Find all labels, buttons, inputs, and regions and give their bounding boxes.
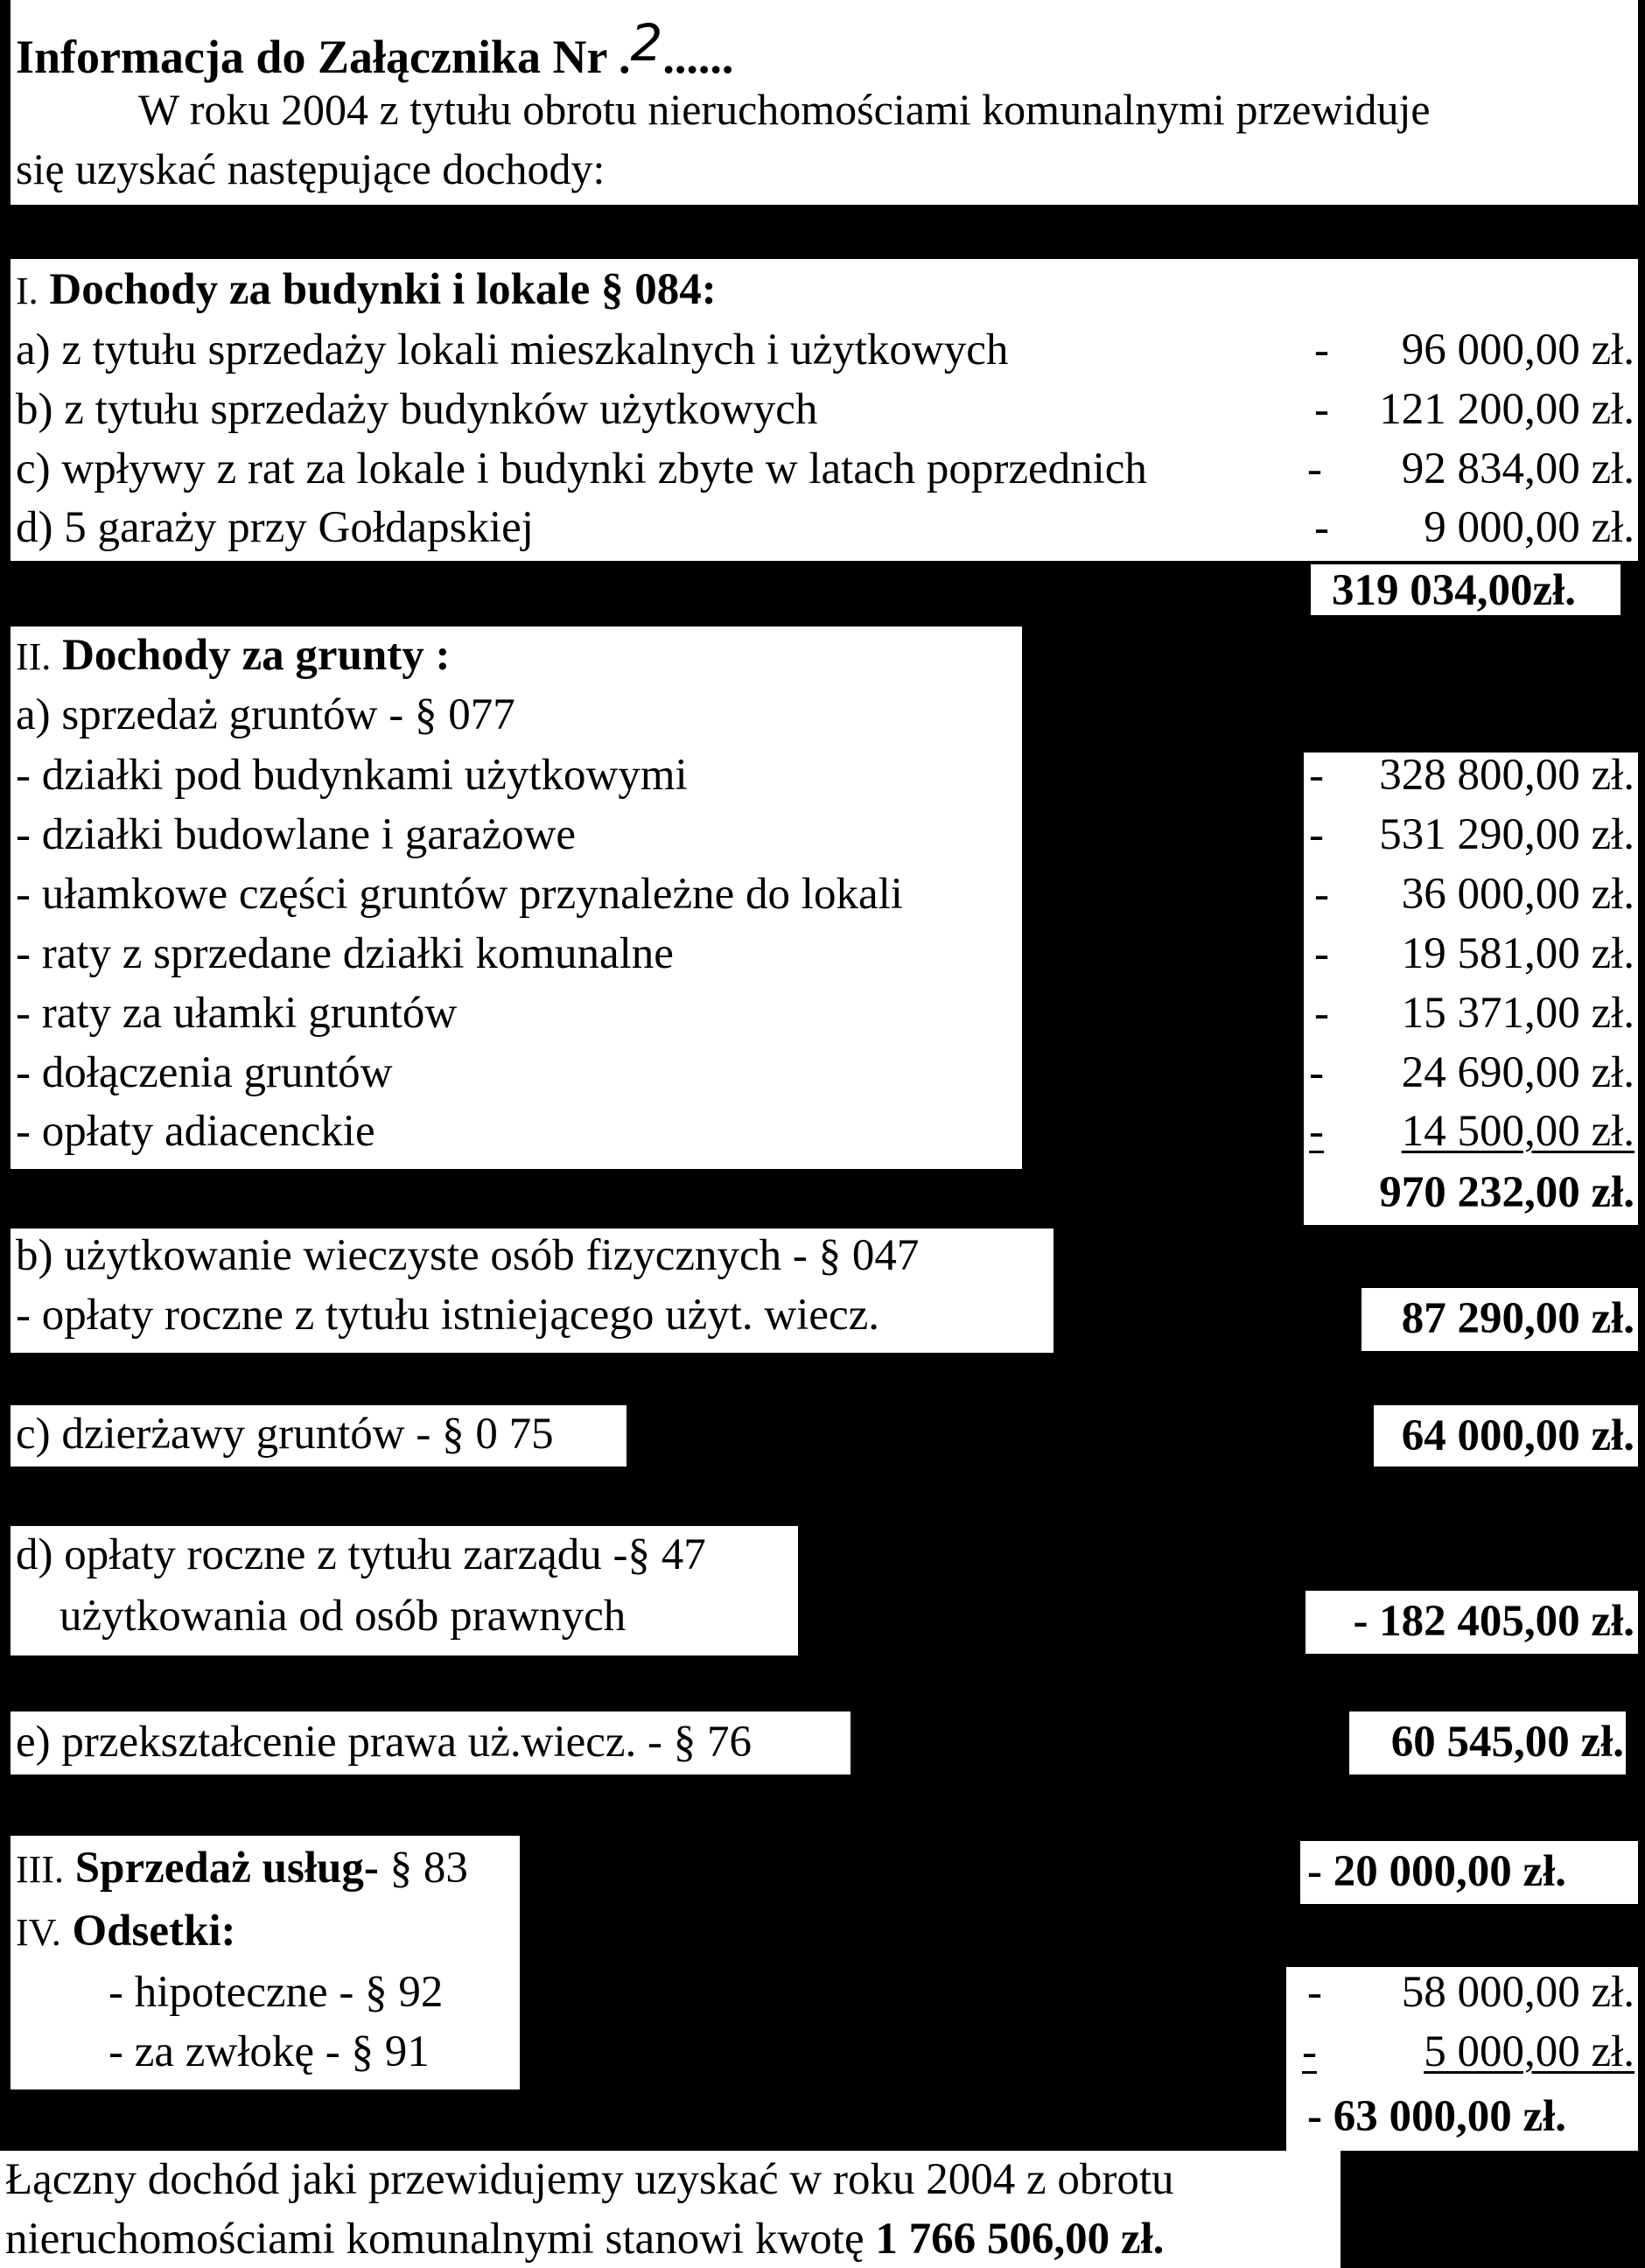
s1-item-a-label: a) z tytułu sprzedaży lokali mieszkalnych i użytkowych [16,326,1009,374]
s2-b-amount: 87 290,00 zł. [1401,1294,1634,1343]
s2-item-2-amount: 531 290,00 zł. [1379,810,1634,859]
summary-line-2 [5,2217,1164,2262]
s4-item-2-amount: 5 000,00 zł. [1424,2027,1634,2076]
s1-item-c-label: c) wpływy z rat za lokale i budynki zbyte w latach poprzednich [16,444,1147,494]
handwritten-number: 2 [630,13,663,73]
s1-item-a-dash: - [1314,326,1329,374]
s2-b-line-1: b) użytkowanie wieczyste osób fizycznych - § 047 [16,1231,920,1280]
s2-item-1-dash: - [1309,751,1324,800]
s4-item-1-amount: 58 000,00 zł. [1401,1968,1634,2017]
section-2-numeral: II. [16,635,52,678]
intro-line-1: W roku 2004 z tytułu obrotu nieruchomościami komunalnymi przewiduje [138,85,1431,134]
s2-d-amount: - 182 405,00 zł. [1353,1597,1634,1646]
s2-item-2-dash: - [1309,810,1324,859]
summary-total-amount: 1 766 506,00 zł. [875,2215,1165,2264]
s1-item-d-label: d) 5 garaży przy Gołdapskiej [16,503,534,552]
section-3-amount: - 20 000,00 zł. [1307,1847,1567,1896]
document-title [16,13,734,83]
section-3-code: § 83 [378,1844,468,1893]
section-3-title: Sprzedaż usług- [74,1844,379,1893]
s2-item-1-label: - działki pod budynkami użytkowymi [16,751,688,800]
s2-item-3-dash: - [1314,870,1329,919]
s1-item-a-amount: 96 000,00 zł. [1401,326,1634,374]
s1-item-c-amount: 92 834,00 zł. [1401,444,1634,494]
s2-d-line-2: użytkowania od osób prawnych [60,1592,626,1641]
s4-item-1-label: - hipoteczne - § 92 [108,1968,444,2017]
s2-d-line-1: d) opłaty roczne z tytułu zarządu -§ 47 [16,1530,706,1579]
s2-b-line-2: - opłaty roczne z tytułu istniejącego użyt. wiecz. [16,1291,880,1340]
section-1-sum-rule [1311,561,1620,564]
section-3-heading [16,1846,468,1891]
s2-a-total: 970 232,00 zł. [1379,1168,1634,1217]
section-1-numeral: I. [16,270,38,312]
s2-item-7-dash: - [1309,1107,1324,1156]
s2-item-6-amount: 24 690,00 zł. [1401,1048,1634,1097]
section-2-title: Dochody za grunty : [62,631,451,680]
s2-c-label: c) dzierżawy gruntów - § 0 75 [16,1410,554,1459]
s2-c-amount: 64 000,00 zł. [1401,1411,1634,1460]
s2-item-6-label: - dołączenia gruntów [16,1048,393,1097]
s1-item-d-dash: - [1314,503,1329,552]
s4-item-2-label: - za zwłokę - § 91 [108,2027,430,2076]
s1-item-c-dash: - [1307,444,1322,494]
s2-item-1-amount: 328 800,00 zł. [1379,751,1634,800]
summary-line-1: Łączny dochód jaki przewidujemy uzyskać w roku 2004 z obrotu [5,2155,1174,2204]
s2-e-amount: 60 545,00 zł. [1390,1718,1624,1767]
s2-item-7-amount: 14 500,00 zł. [1401,1107,1634,1156]
s2-item-5-dash: - [1314,989,1329,1038]
s2-item-6-dash: - [1309,1048,1324,1097]
section-3-numeral: III. [16,1848,64,1891]
s1-item-b-amount: 121 200,00 zł. [1379,385,1634,434]
section-1-total: 319 034,00zł. [1332,566,1577,615]
section-1-title: Dochody za budynki i lokale § 084: [49,265,717,314]
s1-item-d-amount: 9 000,00 zł. [1424,503,1634,552]
s2-item-4-label: - raty z sprzedane działki komunalne [16,929,674,978]
s2-item-3-label: - ułamkowe części gruntów przynależne do lokali [16,870,903,919]
section-4-total: - 63 000,00 zł. [1307,2092,1567,2141]
section-4-title: Odsetki: [72,1907,236,1956]
section-1-heading [16,265,717,314]
intro-line-2: się uzyskać następujące dochody: [16,144,606,193]
s4-item-2-dash: - [1302,2027,1317,2076]
s2-item-5-amount: 15 371,00 zł. [1401,989,1634,1038]
s2-item-5-label: - raty za ułamki gruntów [16,989,458,1038]
section-4-numeral: IV. [16,1911,61,1954]
title-suffix: ...... [662,31,734,83]
s2-item-7-label: - opłaty adiacenckie [16,1107,375,1156]
s2-item-4-dash: - [1314,929,1329,978]
s1-item-b-label: b) z tytułu sprzedaży budynków użytkowych [16,385,818,434]
s1-item-b-dash: - [1314,385,1329,434]
s2-item-2-label: - działki budowlane i garażowe [16,810,577,859]
section-2-heading [16,631,451,680]
s2-item-3-amount: 36 000,00 zł. [1401,870,1634,919]
s4-item-1-dash: - [1307,1968,1322,2017]
s2-item-4-amount: 19 581,00 zł. [1401,929,1634,978]
section-4-heading [16,1909,236,1954]
summary-line-2-text: nieruchomościami komunalnymi stanowi kwotę [5,2215,876,2264]
s2-e-label: e) przekształcenie prawa uż.wiecz. - § 76 [16,1718,752,1767]
title-prefix: Informacja do Załącznika Nr . [16,31,631,83]
s2-a-label: a) sprzedaż gruntów - § 077 [16,690,515,739]
